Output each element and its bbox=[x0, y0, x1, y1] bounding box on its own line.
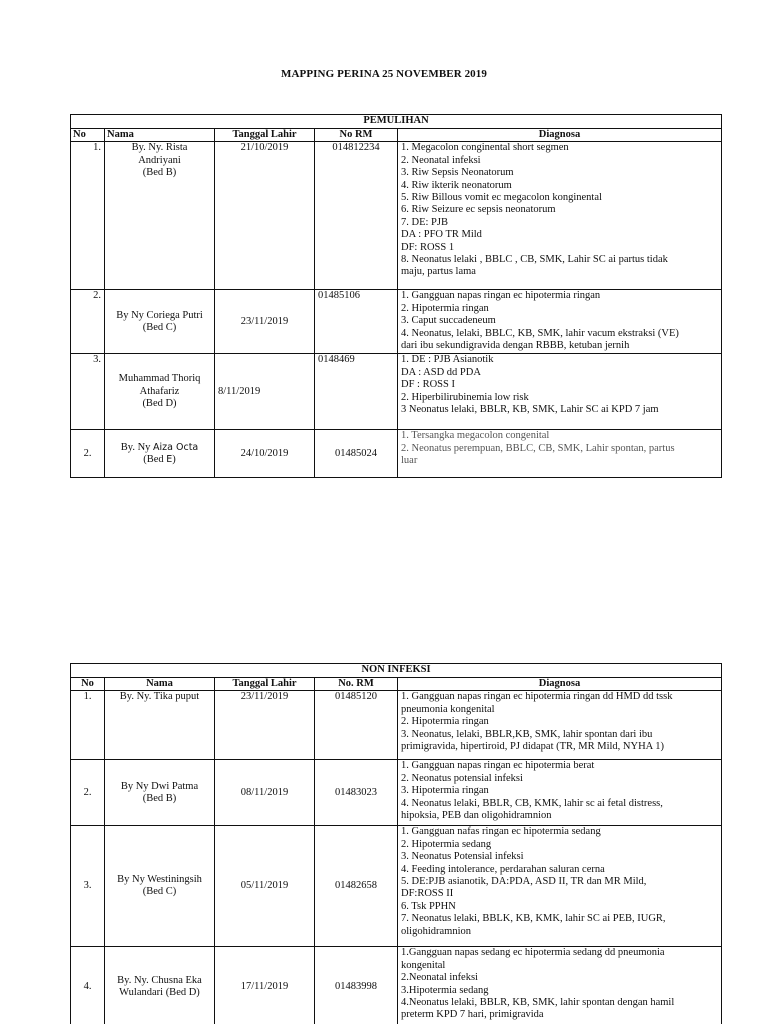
row-no: 4. bbox=[71, 947, 105, 1024]
row-nama bbox=[105, 691, 215, 760]
name-line: Muhammad Thoriq bbox=[118, 373, 201, 385]
diagnosa-line: 7. Neonatus lelaki, BBLK, KB, KMK, lahir SC ai PEB, IUGR, bbox=[401, 913, 666, 925]
name-line: Wulandari (Bed D) bbox=[119, 986, 200, 998]
diagnosa-line: 3. Hipotermia ringan bbox=[401, 785, 489, 797]
table-pemulihan bbox=[70, 114, 722, 478]
row-no-rm: 0148469 bbox=[315, 354, 398, 430]
diagnosa-line: 1. Gangguan napas ringan ec hipotermia ringan dd HMD dd tssk bbox=[401, 691, 673, 703]
col-header-nama: Nama bbox=[105, 678, 215, 691]
col-header-diagnosa: Diagnosa bbox=[398, 129, 722, 142]
row-tanggal-lahir: 23/11/2019 bbox=[215, 290, 315, 354]
row-diagnosa bbox=[398, 947, 722, 1024]
row-tanggal-lahir: 24/10/2019 bbox=[215, 430, 315, 478]
name-line: By Ny Westiningsih bbox=[117, 874, 202, 885]
diagnosa-line: 6. Tsk PPHN bbox=[401, 900, 456, 912]
row-diagnosa bbox=[398, 826, 722, 947]
row-no-rm: 01483998 bbox=[315, 947, 398, 1024]
bed-alt: E bbox=[166, 453, 173, 465]
diagnosa-line: 5. Riw Billous vomit ec megacolon konginental bbox=[401, 192, 602, 204]
row-nama bbox=[105, 430, 215, 478]
diagnosa-line: 3. Riw Sepsis Neonatorum bbox=[401, 167, 514, 179]
name-line bbox=[108, 454, 211, 466]
table-header-row bbox=[71, 678, 722, 691]
section-title: PEMULIHAN bbox=[71, 115, 722, 129]
diagnosa-line: 3. Neonatus, lelaki, BBLR,KB, SMK, lahir spontan dari ibu bbox=[401, 728, 653, 740]
row-diagnosa bbox=[398, 290, 722, 354]
diagnosa-line: preterm KPD 7 hari, primigravida bbox=[401, 1009, 544, 1021]
row-tanggal-lahir: 8/11/2019 bbox=[215, 354, 315, 430]
table-row bbox=[71, 691, 722, 760]
name-line: (Bed C) bbox=[142, 886, 177, 898]
diagnosa-line: 4. Feeding intolerance, perdarahan saluran cerna bbox=[401, 863, 605, 875]
table-row bbox=[71, 430, 722, 478]
diagnosa-line: hipoksia, PEB dan oligohidramnion bbox=[401, 810, 552, 822]
table-row bbox=[71, 354, 722, 430]
diagnosa-line: luar bbox=[401, 455, 418, 467]
name-line: By Ny Dwi Patma bbox=[120, 780, 199, 792]
name-prefix: By. Ny bbox=[120, 441, 154, 453]
row-tanggal-lahir: 08/11/2019 bbox=[215, 760, 315, 826]
name-line: By. Ny. Tika puput bbox=[119, 691, 200, 703]
table-row bbox=[71, 947, 722, 1024]
diagnosa-line: 4. Riw ikterik neonatorum bbox=[401, 179, 512, 191]
row-no: 1. bbox=[71, 142, 105, 290]
col-header-diagnosa: Diagnosa bbox=[398, 678, 722, 691]
col-header-no-rm: No. RM bbox=[315, 678, 398, 691]
table-row bbox=[71, 142, 722, 290]
row-diagnosa bbox=[398, 142, 722, 290]
diagnosa-line: primigravida, hipertiroid, PJ didapat (TR, MR Mild, NYHA 1) bbox=[401, 741, 665, 753]
diagnosa-line: 7. DE: PJB bbox=[401, 216, 448, 228]
col-header-no-rm: No RM bbox=[315, 129, 398, 142]
diagnosa-line: 3. Neonatus Potensial infeksi bbox=[401, 851, 524, 863]
diagnosa-line: 1. Megacolon conginental short segmen bbox=[401, 142, 569, 154]
diagnosa-line: 2. Hiperbilirubinemia low risk bbox=[401, 391, 529, 403]
row-tanggal-lahir: 05/11/2019 bbox=[215, 826, 315, 947]
diagnosa-line: 6. Riw Seizure ec sepsis neonatorum bbox=[401, 204, 556, 216]
name-line: By Ny Coriega Putri bbox=[116, 309, 203, 321]
diagnosa-line: 2. Neonatus potensial infeksi bbox=[401, 772, 523, 784]
diagnosa-line: DF: ROSS 1 bbox=[401, 241, 455, 253]
diagnosa-line: 2. Hipotermia ringan bbox=[401, 302, 489, 314]
name-line: (Bed C) bbox=[142, 321, 177, 333]
table-non-infeksi bbox=[70, 663, 722, 1024]
row-no: 2. bbox=[71, 290, 105, 354]
row-no: 2. bbox=[71, 760, 105, 826]
name-line: (Bed B) bbox=[142, 792, 177, 804]
col-header-nama: Nama bbox=[105, 129, 215, 142]
diagnosa-line: 2. Hipotermia sedang bbox=[401, 838, 492, 850]
document-title: MAPPING PERINA 25 NOVEMBER 2019 bbox=[281, 68, 487, 80]
table-header-row bbox=[71, 129, 722, 142]
col-header-tanggal-lahir: Tanggal Lahir bbox=[215, 129, 315, 142]
bed-prefix: (Bed bbox=[143, 453, 167, 465]
row-no: 2. bbox=[71, 430, 105, 478]
row-no-rm: 01485024 bbox=[315, 430, 398, 478]
row-tanggal-lahir: 17/11/2019 bbox=[215, 947, 315, 1024]
row-nama bbox=[105, 142, 215, 290]
row-no: 3. bbox=[71, 354, 105, 430]
row-no: 3. bbox=[71, 826, 105, 947]
row-no-rm: 01482658 bbox=[315, 826, 398, 947]
diagnosa-line: pneumonia kongenital bbox=[401, 703, 495, 715]
row-tanggal-lahir: 23/11/2019 bbox=[215, 691, 315, 760]
col-header-tanggal-lahir: Tanggal Lahir bbox=[215, 678, 315, 691]
name-line: (Bed B) bbox=[142, 167, 177, 179]
row-no-rm: 01485106 bbox=[315, 290, 398, 354]
col-header-no: No bbox=[71, 129, 105, 142]
name-line: By. Ny. Chusna Eka bbox=[117, 974, 202, 986]
name-line bbox=[108, 442, 211, 454]
bed-suffix: ) bbox=[172, 453, 176, 465]
row-nama bbox=[105, 354, 215, 430]
diagnosa-line: DF:ROSS II bbox=[401, 888, 454, 900]
row-diagnosa bbox=[398, 354, 722, 430]
section-title: NON INFEKSI bbox=[71, 664, 722, 678]
diagnosa-line: 2. Hipotermia ringan bbox=[401, 716, 489, 728]
diagnosa-line: 2. Neonatus perempuan, BBLC, CB, SMK, Lahir spontan, partus bbox=[401, 442, 675, 454]
diagnosa-line: kongenital bbox=[401, 959, 446, 971]
table-row bbox=[71, 760, 722, 826]
row-no-rm: 014812234 bbox=[315, 142, 398, 290]
diagnosa-line: maju, partus lama bbox=[401, 266, 476, 278]
diagnosa-line: 1. Tersangka megacolon congenital bbox=[401, 430, 550, 442]
col-header-no: No bbox=[71, 678, 105, 691]
diagnosa-line: 3.Hipotermia sedang bbox=[401, 984, 489, 996]
row-nama bbox=[105, 826, 215, 947]
diagnosa-line: DA : ASD dd PDA bbox=[401, 366, 481, 378]
row-nama bbox=[105, 947, 215, 1024]
table-row bbox=[71, 290, 722, 354]
row-no-rm: 01483023 bbox=[315, 760, 398, 826]
diagnosa-line: 3 Neonatus lelaki, BBLR, KB, SMK, Lahir SC ai KPD 7 jam bbox=[401, 404, 659, 416]
name-line: Athafariz bbox=[139, 385, 180, 397]
row-nama bbox=[105, 290, 215, 354]
diagnosa-line: oligohidramnion bbox=[401, 925, 471, 937]
name-line: (Bed D) bbox=[142, 398, 177, 410]
diagnosa-line: DA : PFO TR Mild bbox=[401, 229, 482, 241]
diagnosa-line: 1. DE : PJB Asianotik bbox=[401, 354, 494, 366]
diagnosa-line: 1. Gangguan nafas ringan ec hipotermia sedang bbox=[401, 826, 601, 838]
diagnosa-line: 2. Neonatal infeksi bbox=[401, 154, 481, 166]
name-line: Andriyani bbox=[138, 154, 181, 166]
diagnosa-line: dari ibu sekundigravida dengan RBBB, ketuban jernih bbox=[401, 340, 630, 352]
name-line: By. Ny. Rista bbox=[131, 142, 188, 154]
row-diagnosa bbox=[398, 691, 722, 760]
diagnosa-line: 4.Neonatus lelaki, BBLR, KB, SMK, lahir spontan dengan hamil bbox=[401, 997, 675, 1009]
row-diagnosa bbox=[398, 430, 722, 478]
diagnosa-line: 2.Neonatal infeksi bbox=[401, 972, 478, 984]
diagnosa-line: 4. Neonatus, lelaki, BBLC, KB, SMK, lahir vacum ekstraksi (VE) bbox=[401, 327, 679, 339]
row-nama bbox=[105, 760, 215, 826]
name-alt: Aiza Octa bbox=[153, 441, 199, 453]
diagnosa-line: DF : ROSS I bbox=[401, 379, 455, 391]
diagnosa-line: 1. Gangguan napas ringan ec hipotermia berat bbox=[401, 760, 595, 772]
row-no: 1. bbox=[71, 691, 105, 760]
diagnosa-line: 1.Gangguan napas sedang ec hipotermia sedang dd pneumonia bbox=[401, 947, 665, 959]
diagnosa-line: 3. Caput succadeneum bbox=[401, 315, 496, 327]
diagnosa-line: 4. Neonatus lelaki, BBLR, CB, KMK, lahir sc ai fetal distress, bbox=[401, 797, 663, 809]
diagnosa-line: 1. Gangguan napas ringan ec hipotermia ringan bbox=[401, 290, 601, 302]
diagnosa-line: 5. DE:PJB asianotik, DA:PDA, ASD II, TR dan MR Mild, bbox=[401, 876, 647, 888]
diagnosa-line: 8. Neonatus lelaki , BBLC , CB, SMK, Lahir SC ai partus tidak bbox=[401, 254, 668, 266]
table-row bbox=[71, 826, 722, 947]
row-diagnosa bbox=[398, 760, 722, 826]
row-tanggal-lahir: 21/10/2019 bbox=[215, 142, 315, 290]
row-no-rm: 01485120 bbox=[315, 691, 398, 760]
